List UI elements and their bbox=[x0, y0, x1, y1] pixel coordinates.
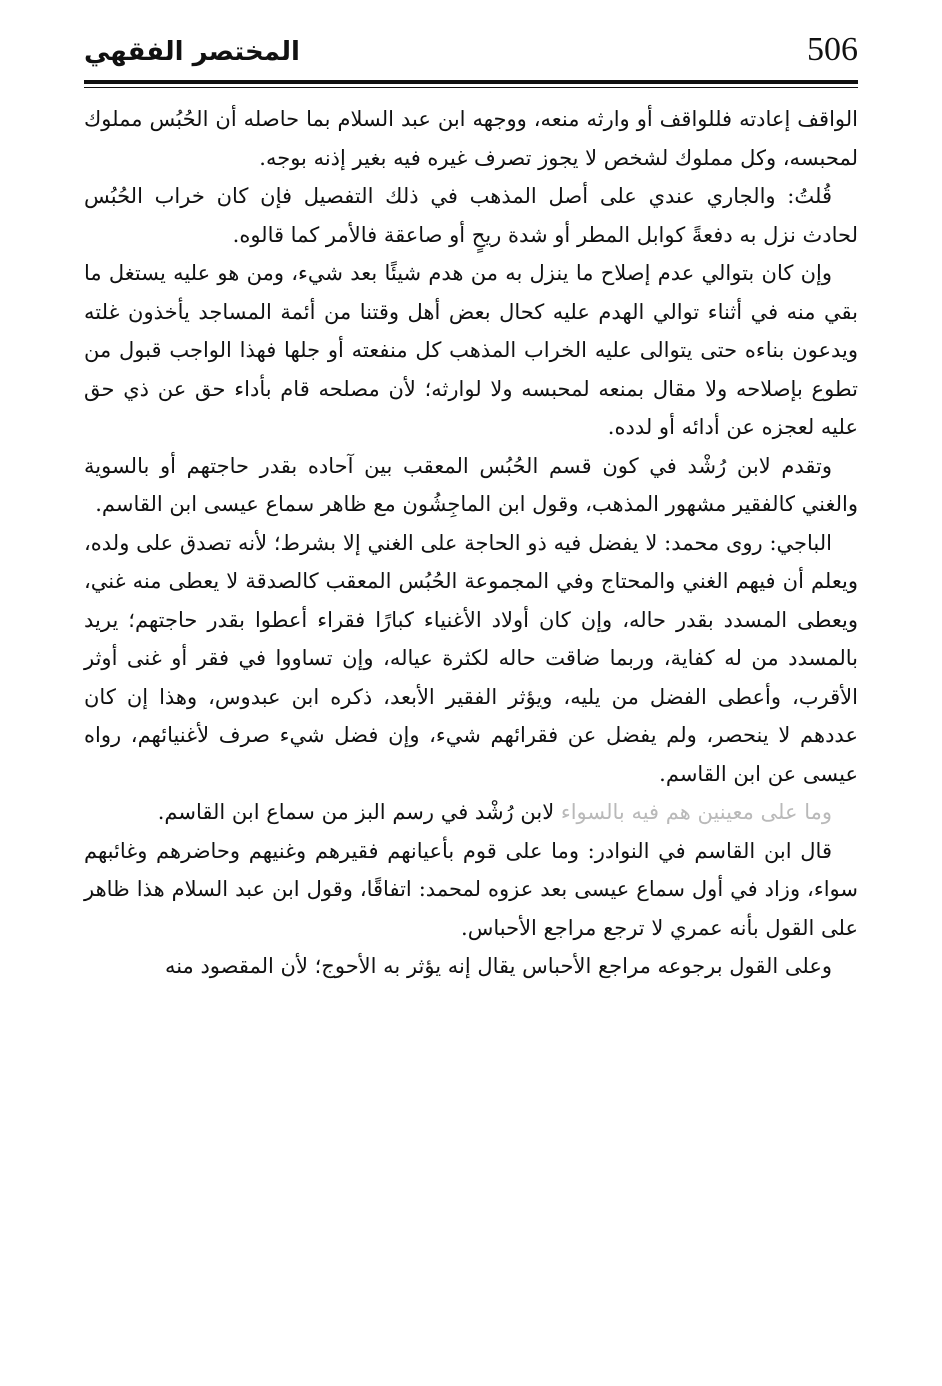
header-rule-thick bbox=[84, 80, 858, 84]
paragraph-6 bbox=[84, 793, 858, 832]
paragraph-2: قُلتُ: والجاري عندي على أصل المذهب في ذلك التفصيل فإن كان خراب الحُبُس لحادث نزل به دفعةً كوابل المطر أو شدة ريحٍ أو صاعقة فالأمر كما قالوه. bbox=[84, 184, 858, 247]
running-title: المختصر الفقهي bbox=[84, 37, 300, 67]
paragraph-5: الباجي: روى محمد: لا يفضل فيه ذو الحاجة على الغني إلا بشرط؛ لأنه تصدق على ولده، ويعلم أن فيهم الغني والمحتاج وفي المجموعة الحُبُس المعقب كالصدقة لا يعطى منه غني، ويعطى المسدد بقدر حاله، وإن كان أولاد الأغنياء كبارًا فقراء أعطوا بقدر حاجتهم؛ يريد بالمسدد من له كفاية، وربما ضاقت حاله لكثرة عياله، وإن تساووا في فقر أو غنى أوثر الأقرب، وأعطى الفضل من يليه، ويؤثر الفقير الأبعد، ذكره ابن عبدوس، وهذا إن كان عددهم لا ينحصر، ولم يفضل عن فقرائهم شيء، وإن فضل شيء صرف لأغنيائهم، رواه عيسى عن ابن القاسم. bbox=[84, 530, 858, 786]
paragraph-8: وعلى القول برجوعه مراجع الأحباس يقال إنه يؤثر به الأحوج؛ لأن المقصود منه bbox=[164, 954, 832, 978]
paragraph-7: قال ابن القاسم في النوادر: وما على قوم بأعيانهم فقيرهم وغنيهم وحاضرهم وغائبهم سواء، وزاد في أول سماع عيسى بعد عزوه لمحمد: اتفاقًا، وقول ابن عبد السلام هذا ظاهر على القول بأنه عمري لا ترجع مراجع الأحباس. bbox=[84, 838, 858, 940]
paragraph-6-text: لابن رُشْد في رسم البز من سماع ابن القاسم. bbox=[157, 800, 561, 824]
body-text bbox=[84, 100, 858, 986]
paragraph-3: وإن كان بتوالي عدم إصلاح ما ينزل به من هدم شيئًا بعد شيء، ومن هو عليه يستغل ما بقي منه في أثناء توالي الهدم عليه كحال بعض أهل وقتنا من أئمة المساجد يأخذون غلته ويدعون بناءه حتى يتوالى عليه الخراب المذهب كل منفعته أو جلها فهذا الواجب قبول من تطوع بإصلاحه ولا مقال بمنعه لمحبسه ولا لوارثه؛ لأن مصلحه قام بأداء حق عن ذي حق عليه لعجزه عن أدائه أو لدده. bbox=[84, 261, 858, 439]
faint-text: وما على معينين هم فيه بالسواء bbox=[560, 800, 832, 824]
header-rule-thin bbox=[84, 87, 858, 88]
paragraph-1: الواقف إعادته فللواقف أو وارثه منعه، ووجهه ابن عبد السلام بما حاصله أن الحُبُس مملوك لمحبسه، وكل مملوك لشخص لا يجوز تصرف غيره فيه بغير إذنه بوجه. bbox=[84, 107, 858, 170]
paragraph-4: وتقدم لابن رُشْد في كون قسم الحُبُس المعقب بين آحاده بقدر حاجتهم أو بالسوية والغني كالفقير مشهور المذهب، وقول ابن الماجِشُون مع ظاهر سماع عيسى ابن القاسم. bbox=[84, 453, 858, 516]
page-header bbox=[84, 28, 858, 84]
page-number: 506 bbox=[807, 31, 858, 68]
